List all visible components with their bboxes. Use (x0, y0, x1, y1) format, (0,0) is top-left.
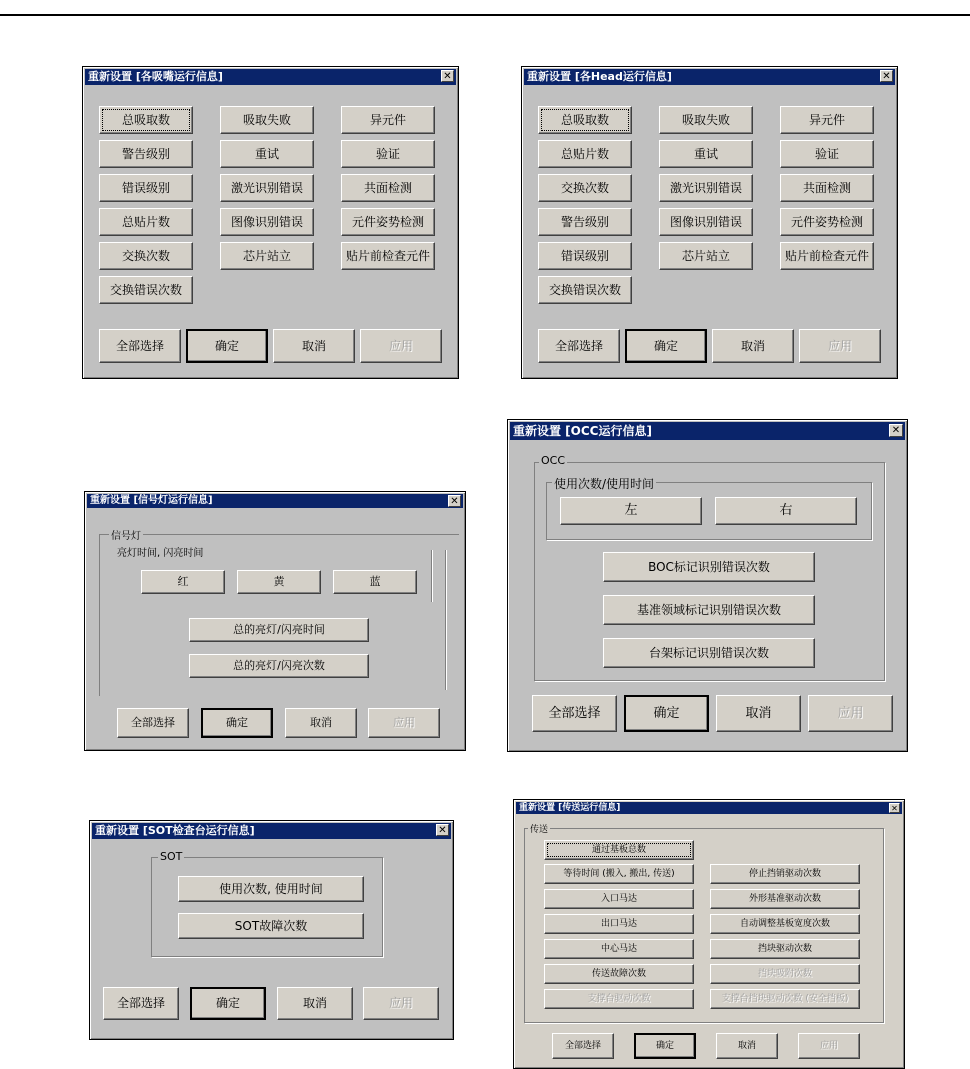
dialog-occ-info (507, 419, 908, 752)
close-icon[interactable]: ✕ (889, 424, 903, 437)
reset-item-button[interactable]: 元件姿势检测 (341, 208, 435, 236)
reset-item-button[interactable]: 图像识别错误 (659, 208, 753, 236)
boc-mark-error-button[interactable]: BOC标记识别错误次数 (603, 552, 815, 582)
select-all-button[interactable]: 全部选择 (552, 1033, 614, 1059)
reset-item-button[interactable]: 贴片前检查元件 (780, 242, 874, 270)
ok-button[interactable]: 确定 (201, 708, 273, 738)
stage-mark-error-button[interactable]: 台架标记识别错误次数 (603, 638, 815, 668)
reset-item-button[interactable]: 吸取失败 (659, 106, 753, 134)
cancel-button[interactable]: 取消 (716, 695, 801, 732)
subgroup-divider (431, 550, 432, 602)
reset-item-button[interactable]: 总吸取数 (538, 106, 632, 134)
reset-item-button[interactable]: 交换次数 (538, 174, 632, 202)
conveyor-item-button[interactable]: 支撑台挡块驱动次数 (安全挡板) (710, 989, 860, 1009)
ok-button[interactable]: 确定 (186, 329, 268, 363)
reset-item-button[interactable]: 验证 (780, 140, 874, 168)
reset-item-button[interactable]: 共面检测 (341, 174, 435, 202)
cancel-button[interactable]: 取消 (277, 987, 353, 1020)
total-lamp-count-button[interactable]: 总的亮灯/闪亮次数 (189, 654, 369, 678)
close-icon[interactable]: ✕ (889, 803, 900, 813)
group-divider (445, 550, 446, 690)
dialog-nozzle-info (82, 66, 459, 379)
select-all-button[interactable]: 全部选择 (103, 987, 179, 1020)
ok-button[interactable]: 确定 (190, 987, 266, 1020)
dialog-title: 重新设置 [信号灯运行信息] (90, 495, 213, 506)
reset-item-button[interactable]: 总吸取数 (99, 106, 193, 134)
apply-button[interactable]: 应用 (808, 695, 893, 732)
dialog-title: 重新设置 [各吸嘴运行信息] (88, 70, 223, 83)
reset-item-button[interactable]: 错误级别 (99, 174, 193, 202)
conveyor-item-button[interactable]: 等待时间 (搬入, 搬出, 传送) (544, 864, 694, 884)
apply-button[interactable]: 应用 (798, 1033, 860, 1059)
reset-item-button[interactable]: 激光识别错误 (659, 174, 753, 202)
total-lamp-time-button[interactable]: 总的亮灯/闪亮时间 (189, 618, 369, 642)
dialog-signal-lamp-info (84, 491, 466, 751)
sot-group-label: SOT (160, 850, 183, 863)
select-all-button[interactable]: 全部选择 (532, 695, 617, 732)
reset-item-button[interactable]: 图像识别错误 (220, 208, 314, 236)
apply-button[interactable]: 应用 (368, 708, 440, 738)
apply-button[interactable]: 应用 (363, 987, 439, 1020)
conveyor-item-button[interactable]: 挡块驱动次数 (710, 939, 860, 959)
cancel-button[interactable]: 取消 (716, 1033, 778, 1059)
ok-button[interactable]: 确定 (625, 329, 707, 363)
dialog-title: 重新设置 [各Head运行信息] (527, 70, 672, 83)
close-icon[interactable]: ✕ (448, 495, 461, 507)
reset-item-button[interactable]: 异元件 (341, 106, 435, 134)
ok-button[interactable]: 确定 (624, 695, 709, 732)
conveyor-item-button[interactable]: 中心马达 (544, 939, 694, 959)
dialog-head-info (521, 66, 898, 379)
close-icon[interactable]: ✕ (436, 824, 449, 836)
conveyor-item-button[interactable]: 自动调整基板宽度次数 (710, 914, 860, 934)
reset-item-button[interactable]: 激光识别错误 (220, 174, 314, 202)
reset-item-button[interactable]: 贴片前检查元件 (341, 242, 435, 270)
reset-item-button[interactable]: 交换错误次数 (538, 276, 632, 304)
reset-item-button[interactable]: 芯片站立 (659, 242, 753, 270)
close-icon[interactable]: ✕ (880, 70, 893, 82)
dialog-title: 重新设置 [OCC运行信息] (513, 424, 652, 438)
page-top-rule (0, 14, 970, 16)
occ-group-label: OCC (541, 454, 566, 467)
reset-item-button[interactable]: 元件姿势检测 (780, 208, 874, 236)
blue-lamp-button[interactable]: 蓝 (333, 570, 417, 594)
fiducial-mark-error-button[interactable]: 基准领域标记识别错误次数 (603, 595, 815, 625)
title-bar (87, 494, 463, 508)
reset-item-button[interactable]: 警告级别 (99, 140, 193, 168)
reset-item-button[interactable]: 交换次数 (99, 242, 193, 270)
title-bar (85, 69, 456, 85)
reset-item-button[interactable]: 总贴片数 (538, 140, 632, 168)
signal-lamp-group-label: 信号灯 (109, 527, 143, 542)
apply-button[interactable]: 应用 (360, 329, 442, 363)
ok-button[interactable]: 确定 (634, 1033, 696, 1059)
title-bar (524, 69, 895, 85)
reset-item-button[interactable]: 共面检测 (780, 174, 874, 202)
reset-item-button[interactable]: 交换错误次数 (99, 276, 193, 304)
lamp-time-subgroup-label: 亮灯时间, 闪亮时间 (115, 544, 205, 559)
usage-subgroup-label: 使用次数/使用时间 (554, 477, 655, 491)
conveyor-item-button[interactable]: 支撑台驱动次数 (544, 989, 694, 1009)
sot-group (151, 857, 383, 957)
dialog-title: 重新设置 [传送运行信息] (519, 803, 621, 813)
reset-item-button[interactable]: 异元件 (780, 106, 874, 134)
reset-item-button[interactable]: 总贴片数 (99, 208, 193, 236)
select-all-button[interactable]: 全部选择 (538, 329, 620, 363)
select-all-button[interactable]: 全部选择 (99, 329, 181, 363)
close-icon[interactable]: ✕ (441, 70, 454, 82)
reset-item-button[interactable]: 错误级别 (538, 242, 632, 270)
conveyor-item-button[interactable]: 挡块吸附次数 (710, 964, 860, 984)
reset-item-button[interactable]: 吸取失败 (220, 106, 314, 134)
yellow-lamp-button[interactable]: 黄 (237, 570, 321, 594)
cancel-button[interactable]: 取消 (712, 329, 794, 363)
cancel-button[interactable]: 取消 (285, 708, 357, 738)
title-bar (92, 823, 451, 839)
conveyor-item-button[interactable]: 停止挡销驱动次数 (710, 864, 860, 884)
right-button[interactable]: 右 (715, 497, 857, 525)
cancel-button[interactable]: 取消 (273, 329, 355, 363)
left-button[interactable]: 左 (560, 497, 702, 525)
select-all-button[interactable]: 全部选择 (117, 708, 189, 738)
sot-fault-count-button[interactable]: SOT故障次数 (178, 913, 364, 939)
conveyor-group-label: 传送 (528, 822, 550, 835)
total-boards-passed-button[interactable]: 通过基板总数 (544, 840, 694, 860)
dialog-title: 重新设置 [SOT检查台运行信息] (95, 824, 255, 837)
usage-count-time-button[interactable]: 使用次数, 使用时间 (178, 876, 364, 902)
dialog-sot-info (89, 820, 454, 1040)
dialog-conveyor-info (513, 799, 905, 1069)
reset-item-button[interactable]: 芯片站立 (220, 242, 314, 270)
conveyor-item-button[interactable]: 外形基准驱动次数 (710, 889, 860, 909)
title-bar (510, 422, 905, 440)
reset-item-button[interactable]: 重试 (659, 140, 753, 168)
reset-item-button[interactable]: 验证 (341, 140, 435, 168)
conveyor-item-button[interactable]: 传送故障次数 (544, 964, 694, 984)
reset-item-button[interactable]: 重试 (220, 140, 314, 168)
red-lamp-button[interactable]: 红 (141, 570, 225, 594)
reset-item-button[interactable]: 警告级别 (538, 208, 632, 236)
conveyor-item-button[interactable]: 出口马达 (544, 914, 694, 934)
conveyor-item-button[interactable]: 入口马达 (544, 889, 694, 909)
title-bar (516, 802, 902, 814)
apply-button[interactable]: 应用 (799, 329, 881, 363)
